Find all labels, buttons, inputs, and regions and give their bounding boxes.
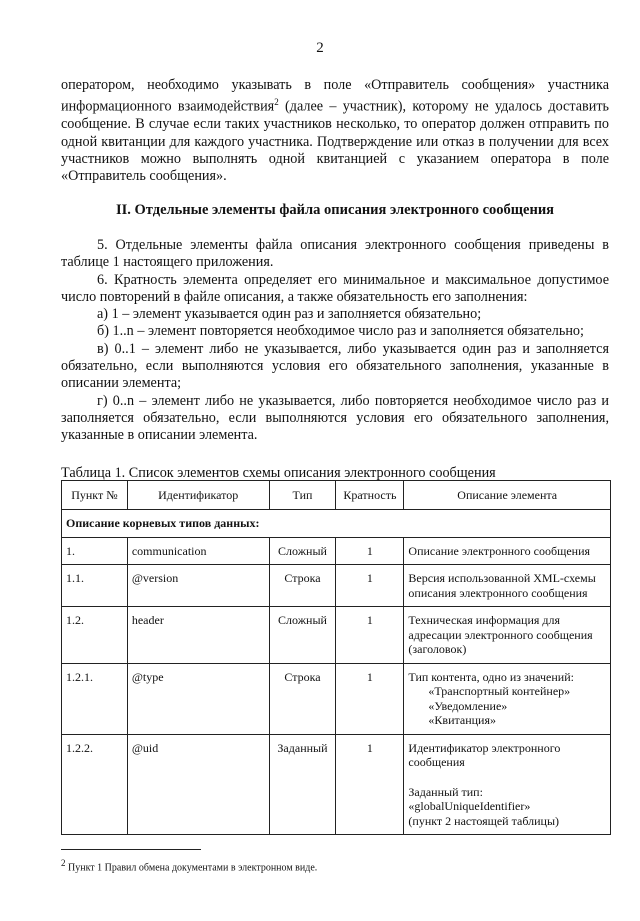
table-row	[62, 565, 611, 607]
cell-number: 1.1.	[62, 565, 128, 607]
table-row	[62, 663, 611, 734]
footnote-reference[interactable]: 2	[274, 97, 279, 108]
cell-description	[404, 734, 611, 835]
description-text: Идентификатор электронного сообщения	[408, 740, 561, 769]
description-extra: Заданный тип:	[408, 784, 483, 799]
list-item-d: г) 0..n – элемент либо не указывается, либо повторяется необходимое число раз и заполняется обязательно, если выполняются условия его обязательного заполнения, указанные в описании элемента.	[61, 392, 609, 444]
header-description: Описание элемента	[404, 481, 611, 510]
description-extra: (пункт 2 настоящей таблицы)	[408, 813, 560, 828]
cell-identifier: @type	[127, 663, 269, 734]
header-number: Пункт №	[62, 481, 128, 510]
value-option: «Уведомление»	[428, 698, 508, 713]
cell-number: 1.2.	[62, 607, 128, 664]
header-identifier: Идентификатор	[127, 481, 269, 510]
elements-table	[61, 480, 611, 835]
header-type: Тип	[269, 481, 336, 510]
spacer	[408, 770, 606, 785]
cell-type: Строка	[269, 663, 336, 734]
cell-description	[404, 663, 611, 734]
description-extra: «globalUniqueIdentifier»	[408, 799, 531, 813]
paragraph-5: 5. Отдельные элементы файла описания электронного сообщения приведены в таблице 1 настоящего приложения.	[61, 237, 609, 271]
cell-identifier: communication	[127, 537, 269, 565]
cell-description: Описание электронного сообщения	[404, 537, 611, 565]
description-text: Тип контента, одно из значений:	[408, 669, 574, 684]
cell-type: Заданный	[269, 734, 336, 835]
section-label: Описание корневых типов данных:	[62, 510, 611, 538]
cell-number: 1.2.1.	[62, 663, 128, 734]
cell-number: 1.2.2.	[62, 734, 128, 835]
cell-identifier: header	[127, 607, 269, 664]
list-item-c: в) 0..1 – элемент либо не указывается, либо указывается один раз и заполняется обязательно, если выполняются условия его обязательного заполнения, указанные в описании элемента;	[61, 340, 609, 392]
table-row	[62, 537, 611, 565]
header-multiplicity: Кратность	[336, 481, 404, 510]
value-option: «Квитанция»	[428, 713, 496, 727]
footnote-text: Пункт 1 Правил обмена документами в электронном виде.	[65, 862, 318, 874]
table-row	[62, 607, 611, 664]
cell-multiplicity: 1	[336, 565, 404, 607]
cell-description: Версия использованной XML-схемы описания электронного сообщения	[404, 565, 611, 607]
cell-description: Техническая информация для адресации электронного сообщения (заголовок)	[404, 607, 611, 664]
cell-multiplicity: 1	[336, 537, 404, 565]
cell-number: 1.	[62, 537, 128, 565]
intro-part-1: оператором, необходимо указывать в поле «Отправитель сообщения» участника информационного взаимодействия	[61, 77, 609, 116]
intro-paragraph	[61, 77, 609, 186]
list-item-b: б) 1..n – элемент повторяется необходимое число раз и заполняется обязательно;	[97, 323, 584, 340]
value-option: «Транспортный контейнер»	[428, 684, 571, 698]
cell-identifier: @uid	[127, 734, 269, 835]
cell-multiplicity: 1	[336, 734, 404, 835]
cell-identifier: @version	[127, 565, 269, 607]
cell-type: Сложный	[269, 537, 336, 565]
paragraph-6: 6. Кратность элемента определяет его минимальное и максимальное допустимое число повторений в файле описания, а также обязательность его заполнения:	[61, 271, 609, 305]
table-row	[62, 734, 611, 835]
cell-multiplicity: 1	[336, 663, 404, 734]
cell-type: Строка	[269, 565, 336, 607]
page-number: 2	[316, 40, 324, 56]
footnote	[61, 858, 317, 873]
list-item-a: а) 1 – элемент указывается один раз и заполняется обязательно;	[97, 306, 482, 323]
table-header-row	[62, 481, 611, 510]
cell-multiplicity: 1	[336, 607, 404, 664]
footnote-divider	[61, 849, 201, 850]
section-heading: II. Отдельные элементы файла описания электронного сообщения	[115, 202, 555, 218]
table-section-row	[62, 510, 611, 538]
cell-type: Сложный	[269, 607, 336, 664]
intro-part-2: (далее – участник), которому не удалось доставить сообщение. В случае если таких участников несколько, то оператор должен отправить по одной квитанции для каждого участника. Подтверждение или отказ в получении для всех участников можно выполнять одной квитанцией с указанием оператора в поле «Отправитель сообщения».	[61, 99, 609, 185]
section-body	[61, 237, 609, 445]
table-caption: Таблица 1. Список элементов схемы описания электронного сообщения	[61, 465, 496, 481]
footnote-mark: 2	[61, 858, 66, 868]
